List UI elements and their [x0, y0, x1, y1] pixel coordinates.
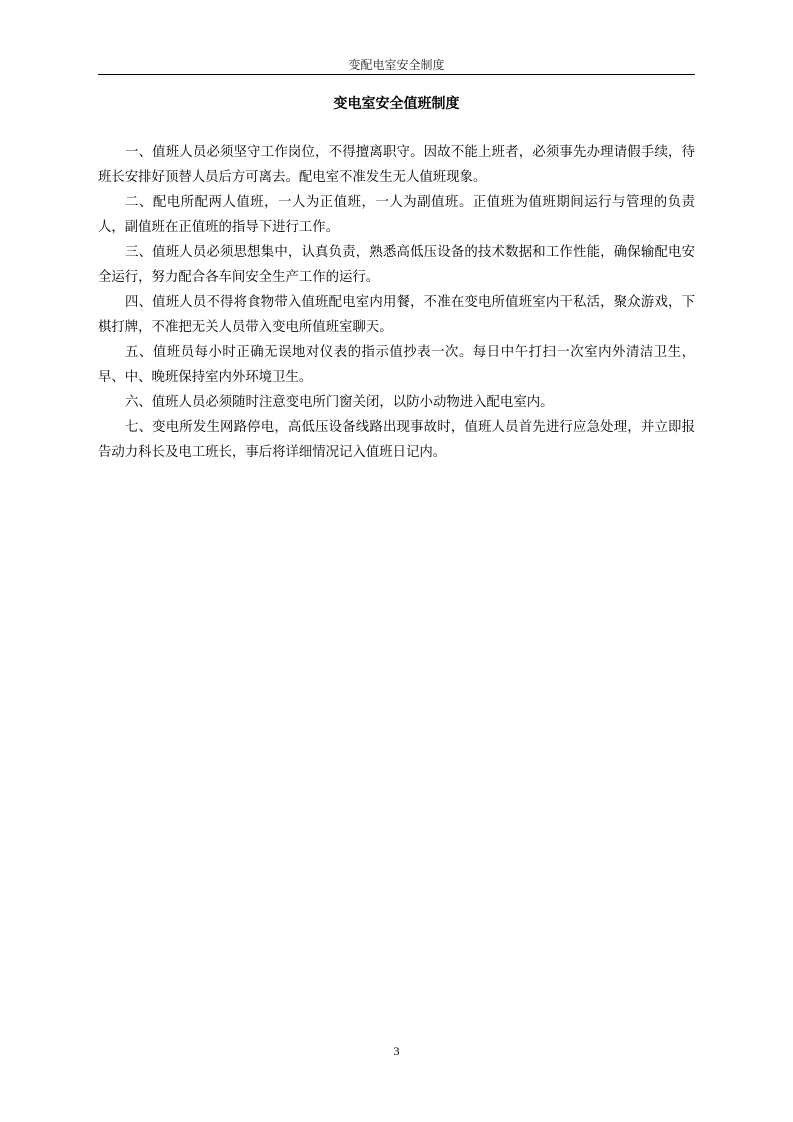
paragraph-6: 六、值班人员必须随时注意变电所门窗关闭，以防小动物进入配电室内。 — [125, 395, 554, 410]
paragraph-7: 七、变电所发生网路停电，高低压设备线路出现事故时，值班人员首先进行应急处理，并立即报告动力科长及电工班长，事后将详细情况记入值班日记内。 — [98, 420, 695, 460]
paragraph-5: 五、值班员每小时正确无误地对仪表的指示值抄表一次。每日中午打扫一次室内外清洁卫生，早、中、晚班保持室内外环境卫生。 — [98, 345, 695, 385]
paragraph-4: 四、值班人员不得将食物带入值班配电室内用餐，不准在变电所值班室内干私活，聚众游戏，下棋打牌，不准把无关人员带入变电所值班室聊天。 — [98, 295, 695, 335]
document-body — [98, 140, 695, 465]
document-title: 变电室安全值班制度 — [333, 96, 460, 112]
paragraph-1: 一、值班人员必须坚守工作岗位，不得擅离职守。因故不能上班者，必须事先办理请假手续，待班长安排好顶替人员后方可离去。配电室不准发生无人值班现象。 — [98, 145, 695, 185]
paragraph-2: 二、配电所配两人值班，一人为正值班，一人为副值班。正值班为值班期间运行与管理的负责人，副值班在正值班的指导下进行工作。 — [98, 195, 695, 235]
page-number: 3 — [393, 1044, 400, 1058]
running-title: 变配电室安全制度 — [348, 58, 445, 72]
paragraph-3: 三、值班人员必须思想集中，认真负责，熟悉高低压设备的技术数据和工作性能，确保输配电安全运行，努力配合各车间安全生产工作的运行。 — [98, 245, 695, 285]
page-header — [98, 54, 695, 75]
